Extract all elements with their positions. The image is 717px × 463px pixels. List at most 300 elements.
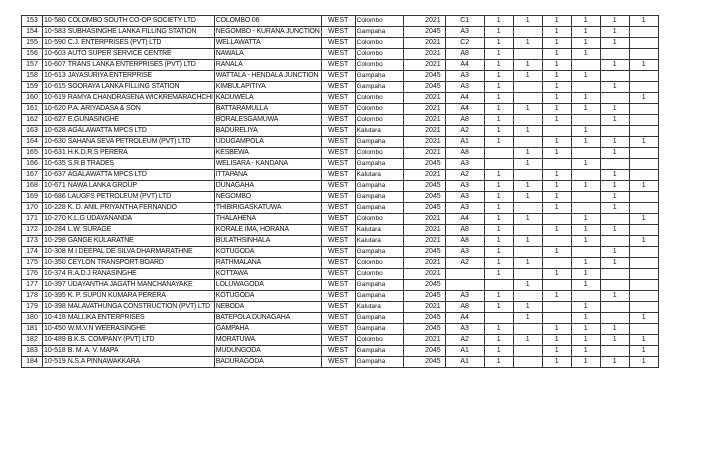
flag-cell: 1 (484, 38, 513, 49)
flag-cell: 1 (513, 148, 542, 159)
flag-cell: 1 (542, 16, 571, 27)
location-cell: MORATUWA (214, 335, 321, 346)
province-cell: WEST (321, 236, 355, 247)
flag-cell: 1 (542, 71, 571, 82)
station-code-cell: 10-395 (43, 291, 67, 302)
station-code-cell: 10-613 (43, 71, 67, 82)
location-cell: MUDUNGODA (214, 346, 321, 357)
flag-cell: 1 (600, 357, 629, 368)
row-number-cell: 166 (22, 159, 43, 170)
province-cell: WEST (321, 38, 355, 49)
dealer-name-cell: AGALAWATTA MPCS LTD (67, 170, 214, 181)
year-cell: 2045 (403, 357, 445, 368)
flag-cell (513, 82, 542, 93)
district-cell: Gampaha (355, 203, 403, 214)
province-cell: WEST (321, 60, 355, 71)
flag-cell: 1 (600, 181, 629, 192)
flag-cell: 1 (484, 236, 513, 247)
district-cell: Gampaha (355, 137, 403, 148)
flag-cell: 1 (600, 104, 629, 115)
flag-cell: 1 (600, 247, 629, 258)
table-row (22, 192, 659, 203)
table-row (22, 324, 659, 335)
row-number-cell: 183 (22, 346, 43, 357)
station-code-cell: 10-284 (43, 225, 67, 236)
flag-cell: 1 (484, 16, 513, 27)
grade-cell: A3 (445, 82, 484, 93)
flag-cell: 1 (629, 214, 658, 225)
flag-cell: 1 (513, 60, 542, 71)
location-cell: BADURELIYA (214, 126, 321, 137)
dealer-name-cell: LAUGFS PETROLEUM (PVT) LTD (67, 192, 214, 203)
flag-cell: 1 (571, 236, 600, 247)
flag-cell: 1 (542, 291, 571, 302)
location-cell: DUNAGAHA (214, 181, 321, 192)
location-cell: WATTALA - HENDALA JUNCTION (214, 71, 321, 82)
year-cell: 2021 (403, 16, 445, 27)
district-cell: Kalutara (355, 170, 403, 181)
flag-cell (513, 269, 542, 280)
location-cell: BORALESGAMUWA (214, 115, 321, 126)
flag-cell: 1 (600, 82, 629, 93)
table-row (22, 236, 659, 247)
province-cell: WEST (321, 104, 355, 115)
row-number-cell: 181 (22, 324, 43, 335)
flag-cell (600, 280, 629, 291)
flag-cell: 1 (513, 181, 542, 192)
flag-cell (629, 148, 658, 159)
grade-cell: A4 (445, 104, 484, 115)
province-cell: WEST (321, 324, 355, 335)
flag-cell (571, 60, 600, 71)
district-cell: Gampaha (355, 324, 403, 335)
flag-cell: 1 (542, 93, 571, 104)
year-cell: 2021 (403, 126, 445, 137)
flag-cell (629, 126, 658, 137)
table-row (22, 214, 659, 225)
flag-cell (629, 324, 658, 335)
row-number-cell: 173 (22, 236, 43, 247)
flag-cell (571, 82, 600, 93)
flag-cell: 1 (571, 346, 600, 357)
district-cell: Kalutara (355, 236, 403, 247)
flag-cell: 1 (484, 247, 513, 258)
grade-cell: A8 (445, 115, 484, 126)
year-cell: 2021 (403, 104, 445, 115)
flag-cell: 1 (571, 126, 600, 137)
row-number-cell: 164 (22, 137, 43, 148)
location-cell: COLOMBO 06 (214, 16, 321, 27)
flag-cell (513, 291, 542, 302)
flag-cell (484, 148, 513, 159)
station-code-cell: 10-607 (43, 60, 67, 71)
flag-cell: 1 (484, 49, 513, 60)
table-row (22, 60, 659, 71)
dealer-name-cell: B. M. A. V. MAPA (67, 346, 214, 357)
flag-cell: 1 (542, 115, 571, 126)
flag-cell: 1 (600, 324, 629, 335)
province-cell: WEST (321, 148, 355, 159)
table-row (22, 104, 659, 115)
district-cell: Gampaha (355, 313, 403, 324)
dealer-name-cell: P.A. ARIYADASA & SON (67, 104, 214, 115)
flag-cell: 1 (542, 38, 571, 49)
flag-cell: 1 (484, 170, 513, 181)
flag-cell: 1 (484, 269, 513, 280)
grade-cell: A2 (445, 170, 484, 181)
dealer-name-cell: B.K.S. COMPANY (PVT) LTD (67, 335, 214, 346)
flag-cell (629, 302, 658, 313)
flag-cell: 1 (542, 192, 571, 203)
station-code-cell: 10-308 (43, 247, 67, 258)
grade-cell: A2 (445, 126, 484, 137)
district-cell: Gampaha (355, 181, 403, 192)
flag-cell: 1 (484, 302, 513, 313)
district-cell: Colombo (355, 258, 403, 269)
district-cell: Colombo (355, 38, 403, 49)
flag-cell: 1 (600, 291, 629, 302)
flag-cell: 1 (571, 313, 600, 324)
table-row (22, 335, 659, 346)
flag-cell: 1 (629, 60, 658, 71)
flag-cell (600, 126, 629, 137)
station-code-cell: 10-489 (43, 335, 67, 346)
dealer-name-cell: SOORAYA LANKA FILLING STATION (67, 82, 214, 93)
flag-cell: 1 (542, 324, 571, 335)
flag-cell: 1 (513, 302, 542, 313)
row-number-cell: 172 (22, 225, 43, 236)
flag-cell: 1 (484, 93, 513, 104)
station-code-cell: 10-518 (43, 346, 67, 357)
province-cell: WEST (321, 49, 355, 60)
table-row (22, 357, 659, 368)
dealer-name-cell: SAHANA SEVA PETROLEUM (PVT) LTD (67, 137, 214, 148)
dealer-name-cell: W.M.V.N WEERASINGHE (67, 324, 214, 335)
location-cell: UDUGAMPOLA (214, 137, 321, 148)
flag-cell: 1 (600, 16, 629, 27)
district-cell: Gampaha (355, 357, 403, 368)
table-row (22, 170, 659, 181)
flag-cell: 1 (629, 93, 658, 104)
flag-cell: 1 (513, 16, 542, 27)
flag-cell (629, 82, 658, 93)
row-number-cell: 167 (22, 170, 43, 181)
station-code-cell: 10-627 (43, 115, 67, 126)
location-cell: BATEPOLA DUNAGAHA (214, 313, 321, 324)
location-cell: BATTARAMULLA (214, 104, 321, 115)
flag-cell: 1 (513, 236, 542, 247)
table-row (22, 159, 659, 170)
flag-cell (571, 203, 600, 214)
flag-cell (571, 247, 600, 258)
row-number-cell: 163 (22, 126, 43, 137)
row-number-cell: 155 (22, 38, 43, 49)
flag-cell: 1 (571, 93, 600, 104)
flag-cell: 1 (571, 324, 600, 335)
flag-cell: 1 (484, 137, 513, 148)
year-cell: 2021 (403, 170, 445, 181)
flag-cell: 1 (513, 313, 542, 324)
location-cell: THIBIRIGASKATUWA (214, 203, 321, 214)
table-row (22, 82, 659, 93)
flag-cell (513, 225, 542, 236)
district-cell: Gampaha (355, 159, 403, 170)
row-number-cell: 162 (22, 115, 43, 126)
flag-cell: 1 (571, 27, 600, 38)
dealer-name-cell: K. P. SUPUN KUMARA PERERA (67, 291, 214, 302)
location-cell: ITTAPANA (214, 170, 321, 181)
row-number-cell: 174 (22, 247, 43, 258)
district-cell: Kalutara (355, 225, 403, 236)
flag-cell: 1 (484, 291, 513, 302)
flag-cell (629, 291, 658, 302)
grade-cell: A3 (445, 203, 484, 214)
row-number-cell: 184 (22, 357, 43, 368)
row-number-cell: 169 (22, 192, 43, 203)
dealer-name-cell: N.S.A PINNAWAKKARA (67, 357, 214, 368)
station-code-cell: 10-628 (43, 126, 67, 137)
grade-cell (445, 280, 484, 291)
flag-cell: 1 (484, 346, 513, 357)
dealer-name-cell: MALAVATHUNGA CONSTRUCTION (PVT) LTD (67, 302, 214, 313)
dealer-name-cell: R.A.D.J RANASINGHE (67, 269, 214, 280)
table-row (22, 302, 659, 313)
row-number-cell: 176 (22, 269, 43, 280)
dealer-name-cell: AUTO SUPER SERVICE CENTRE (67, 49, 214, 60)
dealer-name-cell: SUBHASINGHE LANKA FILLING STATION (67, 27, 214, 38)
flag-cell: 1 (484, 214, 513, 225)
row-number-cell: 153 (22, 16, 43, 27)
province-cell: WEST (321, 280, 355, 291)
grade-cell: A3 (445, 192, 484, 203)
flag-cell (629, 71, 658, 82)
table-row (22, 71, 659, 82)
flag-cell: 1 (571, 71, 600, 82)
flag-cell: 1 (600, 258, 629, 269)
row-number-cell: 168 (22, 181, 43, 192)
station-code-cell: 10-397 (43, 280, 67, 291)
flag-cell: 1 (600, 27, 629, 38)
station-code-cell: 10-619 (43, 93, 67, 104)
flag-cell (542, 126, 571, 137)
flag-cell: 1 (571, 49, 600, 60)
flag-cell (629, 104, 658, 115)
row-number-cell: 160 (22, 93, 43, 104)
station-code-cell: 10-635 (43, 159, 67, 170)
province-cell: WEST (321, 126, 355, 137)
grade-cell: A4 (445, 313, 484, 324)
table-row (22, 225, 659, 236)
flag-cell (513, 346, 542, 357)
flag-cell (513, 93, 542, 104)
grade-cell: A1 (445, 137, 484, 148)
flag-cell (484, 159, 513, 170)
station-code-cell: 10-615 (43, 82, 67, 93)
flag-cell (542, 214, 571, 225)
flag-cell (600, 313, 629, 324)
province-cell: WEST (321, 93, 355, 104)
location-cell: BADURAGODA (214, 357, 321, 368)
flag-cell: 1 (600, 192, 629, 203)
province-cell: WEST (321, 214, 355, 225)
location-cell: NEGOMBO - KURANA JUNCTION (214, 27, 321, 38)
district-cell: Gampaha (355, 192, 403, 203)
table-row (22, 313, 659, 324)
dealer-name-cell: MALLIKA ENTERPRISES (67, 313, 214, 324)
province-cell: WEST (321, 225, 355, 236)
station-code-cell: 10-637 (43, 170, 67, 181)
location-cell: NEBODA (214, 302, 321, 313)
flag-cell: 1 (629, 181, 658, 192)
flag-cell: 1 (629, 16, 658, 27)
flag-cell (629, 159, 658, 170)
flag-cell (629, 225, 658, 236)
province-cell: WEST (321, 159, 355, 170)
province-cell: WEST (321, 27, 355, 38)
station-code-cell: 10-350 (43, 258, 67, 269)
flag-cell: 1 (542, 225, 571, 236)
grade-cell: A8 (445, 225, 484, 236)
table-row (22, 346, 659, 357)
flag-cell (600, 269, 629, 280)
flag-cell: 1 (571, 335, 600, 346)
province-cell: WEST (321, 269, 355, 280)
flag-cell: 1 (484, 71, 513, 82)
station-code-cell: 10-418 (43, 313, 67, 324)
table-body (22, 16, 659, 368)
location-cell: KESBEWA (214, 148, 321, 159)
station-code-cell: 10-620 (43, 104, 67, 115)
grade-cell: A2 (445, 335, 484, 346)
flag-cell: 1 (513, 335, 542, 346)
location-cell: KIMBULAPITIYA (214, 82, 321, 93)
flag-cell: 1 (600, 225, 629, 236)
province-cell: WEST (321, 137, 355, 148)
row-number-cell: 170 (22, 203, 43, 214)
flag-cell: 1 (513, 126, 542, 137)
grade-cell: A4 (445, 93, 484, 104)
dealer-name-cell: L.W. SURAGE (67, 225, 214, 236)
grade-cell: A3 (445, 71, 484, 82)
flag-cell: 1 (484, 357, 513, 368)
flag-cell: 1 (600, 115, 629, 126)
table-row (22, 27, 659, 38)
station-code-cell: 10-398 (43, 302, 67, 313)
district-cell: Kalutara (355, 302, 403, 313)
district-cell: Gampaha (355, 27, 403, 38)
grade-cell: A4 (445, 60, 484, 71)
district-cell: Gampaha (355, 82, 403, 93)
flag-cell (542, 159, 571, 170)
row-number-cell: 177 (22, 280, 43, 291)
year-cell: 2021 (403, 137, 445, 148)
table-row (22, 115, 659, 126)
dealer-name-cell: RAMYA CHANDRASENA WICKREMARACHCHI (67, 93, 214, 104)
flag-cell: 1 (600, 335, 629, 346)
flag-cell: 1 (571, 137, 600, 148)
location-cell: WELISARA - KANDANA (214, 159, 321, 170)
location-cell: RATHMALANA (214, 258, 321, 269)
year-cell: 2045 (403, 324, 445, 335)
grade-cell: A3 (445, 324, 484, 335)
station-code-cell: 10-298 (43, 236, 67, 247)
year-cell: 2021 (403, 60, 445, 71)
year-cell: 2045 (403, 313, 445, 324)
district-cell: Colombo (355, 214, 403, 225)
row-number-cell: 175 (22, 258, 43, 269)
flag-cell: 1 (542, 60, 571, 71)
table-row (22, 269, 659, 280)
flag-cell (513, 27, 542, 38)
flag-cell (571, 115, 600, 126)
flag-cell: 1 (600, 170, 629, 181)
district-cell: Colombo (355, 49, 403, 60)
flag-cell (484, 280, 513, 291)
table-row (22, 148, 659, 159)
flag-cell: 1 (629, 357, 658, 368)
flag-cell (600, 214, 629, 225)
flag-cell: 1 (542, 335, 571, 346)
province-cell: WEST (321, 335, 355, 346)
province-cell: WEST (321, 115, 355, 126)
flag-cell: 1 (484, 192, 513, 203)
district-cell: Gampaha (355, 291, 403, 302)
flag-cell: 1 (600, 137, 629, 148)
flag-cell: 1 (542, 148, 571, 159)
dealer-name-cell: CEYLON TRANSPORT BOARD (67, 258, 214, 269)
location-cell: THALAHENA (214, 214, 321, 225)
year-cell: 2045 (403, 280, 445, 291)
row-number-cell: 180 (22, 313, 43, 324)
flag-cell: 1 (513, 192, 542, 203)
flag-cell (600, 71, 629, 82)
flag-cell (629, 49, 658, 60)
table-row (22, 49, 659, 60)
flag-cell: 1 (542, 49, 571, 60)
dealer-name-cell: GANGE KULARATNE (67, 236, 214, 247)
flag-cell (542, 302, 571, 313)
flag-cell (542, 313, 571, 324)
year-cell: 2021 (403, 335, 445, 346)
flag-cell: 1 (484, 27, 513, 38)
dealer-name-cell: TRANS LANKA ENTERPRISES (PVT) LTD (67, 60, 214, 71)
district-cell: Gampaha (355, 280, 403, 291)
year-cell: 2045 (403, 71, 445, 82)
station-code-cell: 10-671 (43, 181, 67, 192)
station-code-cell: 10-630 (43, 137, 67, 148)
flag-cell (513, 357, 542, 368)
district-cell: Gampaha (355, 71, 403, 82)
row-number-cell: 156 (22, 49, 43, 60)
flag-cell: 1 (571, 302, 600, 313)
year-cell: 2045 (403, 291, 445, 302)
grade-cell: A3 (445, 27, 484, 38)
flag-cell: 1 (484, 82, 513, 93)
dealer-name-cell: COLOMBO SOUTH CO-OP SOCIETY LTD (67, 16, 214, 27)
station-code-cell: 10-270 (43, 214, 67, 225)
station-code-cell: 10-631 (43, 148, 67, 159)
flag-cell: 1 (513, 280, 542, 291)
dealer-name-cell: S.R.B TRADES (67, 159, 214, 170)
flag-cell (513, 324, 542, 335)
flag-cell: 1 (629, 236, 658, 247)
dealer-name-cell: JAYASURIYA ENTERPRISE (67, 71, 214, 82)
location-cell: WELLAWATTA (214, 38, 321, 49)
flag-cell: 1 (542, 203, 571, 214)
flag-cell: 1 (571, 181, 600, 192)
flag-cell: 1 (542, 346, 571, 357)
province-cell: WEST (321, 302, 355, 313)
